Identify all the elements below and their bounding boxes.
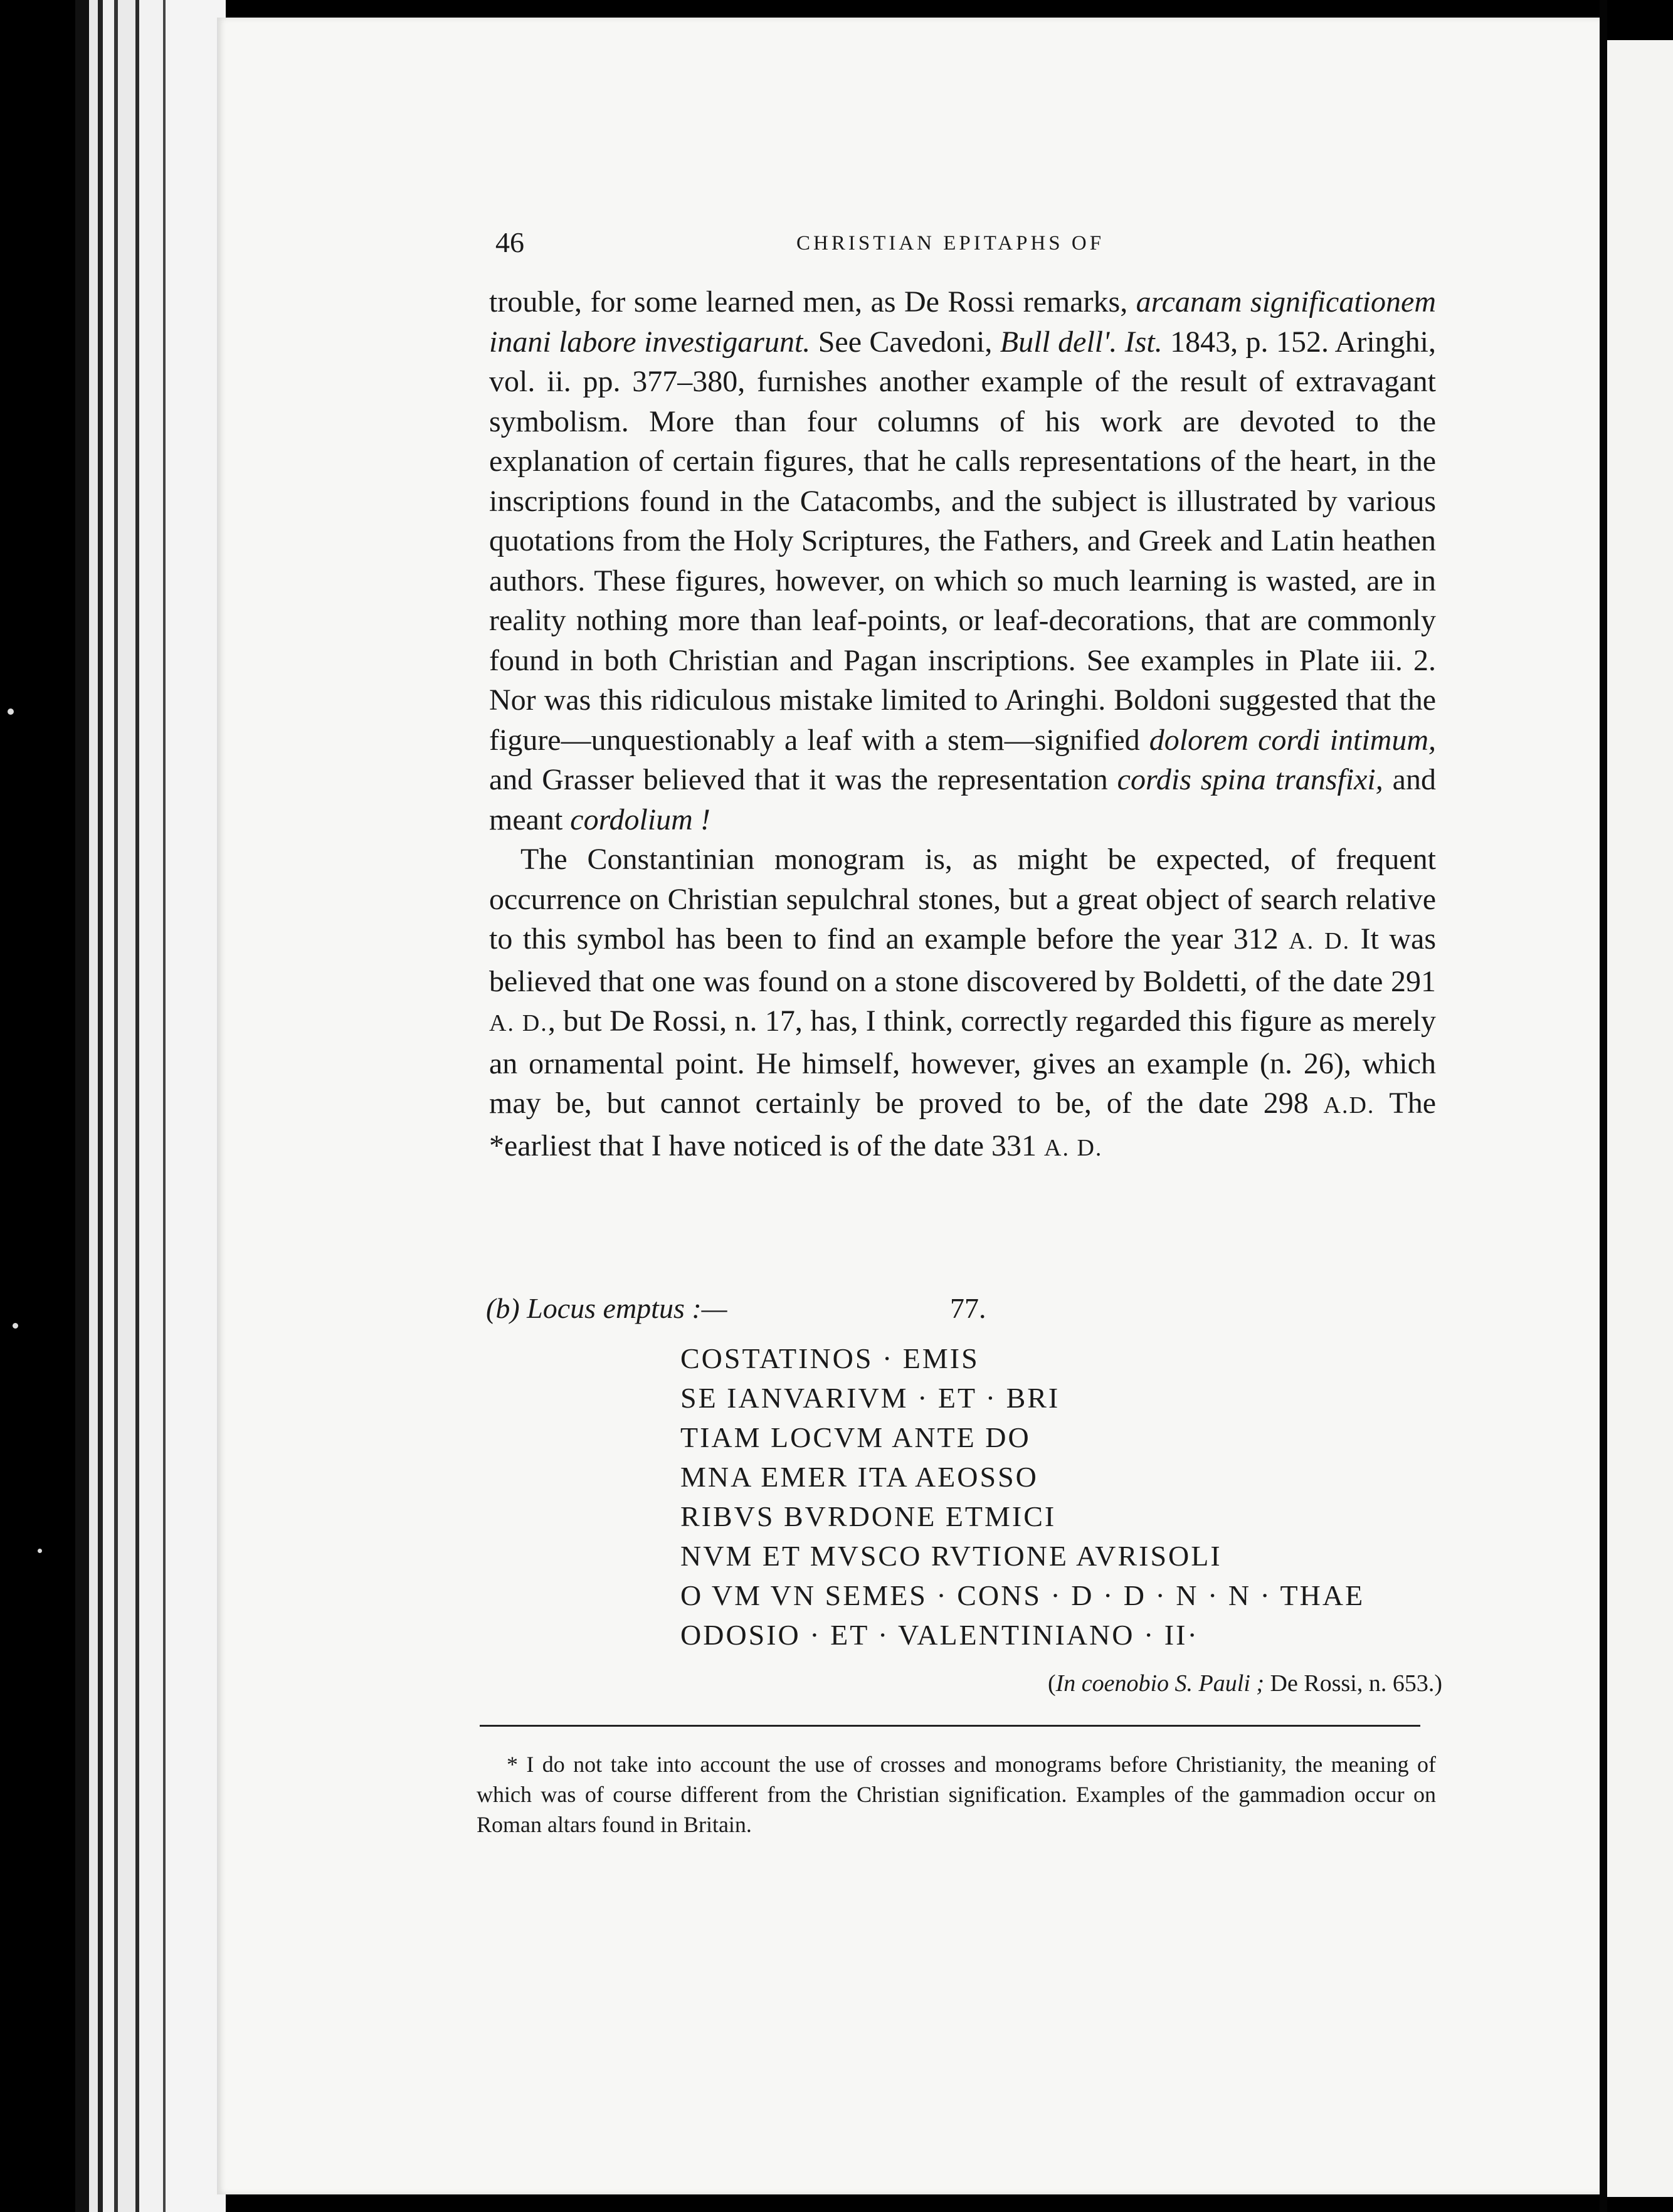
inscription-number: 77. (950, 1292, 986, 1324)
text-run: trouble, for some learned men, as De Rossi remarks, (489, 285, 1136, 319)
dust-speck (13, 1323, 18, 1329)
page-number: 46 (495, 226, 524, 258)
text-run: See Cavedoni, (810, 325, 1000, 359)
era-abbreviation: A.D. (1323, 1092, 1375, 1119)
facing-page-edge (1607, 40, 1673, 2197)
text-run: 1843, p. 152. Aringhi, vol. ii. pp. 377–380, furnishes another example of the result of extravagant symbolism. More than four columns of his work are devoted to the explanation of certain figures, that he calls representations of the heart, in the inscriptions found in the Catacombs, and the subject is illustrated by various quotations from the Holy Scriptures, the Fathers, and Greek and Latin heathen authors. These figures, however, on which so much learning is wasted, are in reality nothing more than leaf-points, or leaf-decorations, that are commonly found in both Christian and Pagan inscriptions. See examples in Plate iii. 2. Nor was this ridiculous mistake limited to Aringhi. Boldoni suggested that the figure—unquestionably a leaf with a stem—signified (489, 325, 1436, 757)
inscription-line: SE IANVARIVM · ET · BRI (680, 1382, 1060, 1414)
running-head (495, 226, 1436, 263)
inscription-line: NVM ET MVSCO RVTIONE AVRISOLI (680, 1540, 1222, 1572)
text-run: and meant (489, 763, 1436, 836)
inscription-line: RIBVS BVRDONE ETMICI (680, 1500, 1057, 1532)
text-run: ( (1047, 1670, 1056, 1697)
italic-quote: dolorem cordi intimum, (1149, 723, 1436, 757)
text-run: The Constantinian monogram is, as might be expected, of frequent occurrence on Christian sepulchral stones, but a great object of search relative to this symbol has been to find an example before the year 312 (489, 843, 1436, 956)
section-letter: (b) (486, 1292, 520, 1324)
inscription-line: ODOSIO · ET · VALENTINIANO · II· (680, 1619, 1199, 1651)
text-run: , but De Rossi, n. 17, has, I think, correctly regarded this figure as merely an ornamental point. He himself, however, gives an example (n. 26), which may be, but cannot certainly be proved to be, of the date 298 (489, 1004, 1436, 1120)
page-edges (75, 0, 226, 2212)
text-run: It was believed that one was found on a stone discovered by Boldetti, of the date 291 (489, 922, 1437, 998)
italic-quote: cordis spina transfixi, (1117, 763, 1383, 796)
italic-quote: arcanam significationem inani labore investigarunt. (489, 285, 1436, 359)
inscription-source (916, 1670, 1442, 1697)
source-reference: De Rossi, n. 653.) (1264, 1670, 1442, 1697)
dust-speck (38, 1549, 42, 1553)
paragraph-2 (489, 840, 1436, 1168)
era-abbreviation: A. D. (1289, 928, 1351, 954)
inscription-text (680, 1339, 1433, 1655)
inscription-line: TIAM LOCVM ANTE DO (680, 1421, 1031, 1453)
running-title: CHRISTIAN EPITAPHS OF (796, 232, 1105, 255)
text-run: and Grasser believed that it was the representation (489, 763, 1117, 796)
text-run: The *earliest that I have noticed is of the date 331 (489, 1087, 1436, 1162)
inscription-label: Locus emptus :— (527, 1292, 727, 1324)
footnote: * I do not take into account the use of crosses and monograms before Christianity, the meaning of which was of course different from the Christian signification. Examples of the gammadion occur on Roman altars found in Britain. (477, 1752, 1436, 1837)
dust-speck (8, 708, 14, 715)
era-abbreviation: A. D. (1044, 1134, 1103, 1161)
source-location: In coenobio S. Pauli ; (1055, 1670, 1265, 1697)
inscription-line: COSTATINOS · EMIS (680, 1342, 979, 1374)
inscription-line: MNA EMER ITA AEOSSO (680, 1461, 1038, 1493)
footnote-rule (480, 1725, 1420, 1727)
body-text (489, 282, 1436, 1168)
era-abbreviation: A. D. (489, 1010, 548, 1036)
paragraph-1 (489, 282, 1436, 840)
italic-quote: cordolium ! (570, 803, 710, 836)
gutter-shadow (1600, 0, 1607, 2212)
italic-citation: Bull dell'. Ist. (1000, 325, 1163, 359)
inscription-line: O VM VN SEMES · CONS · D · D · N · N · THAE (680, 1579, 1365, 1611)
